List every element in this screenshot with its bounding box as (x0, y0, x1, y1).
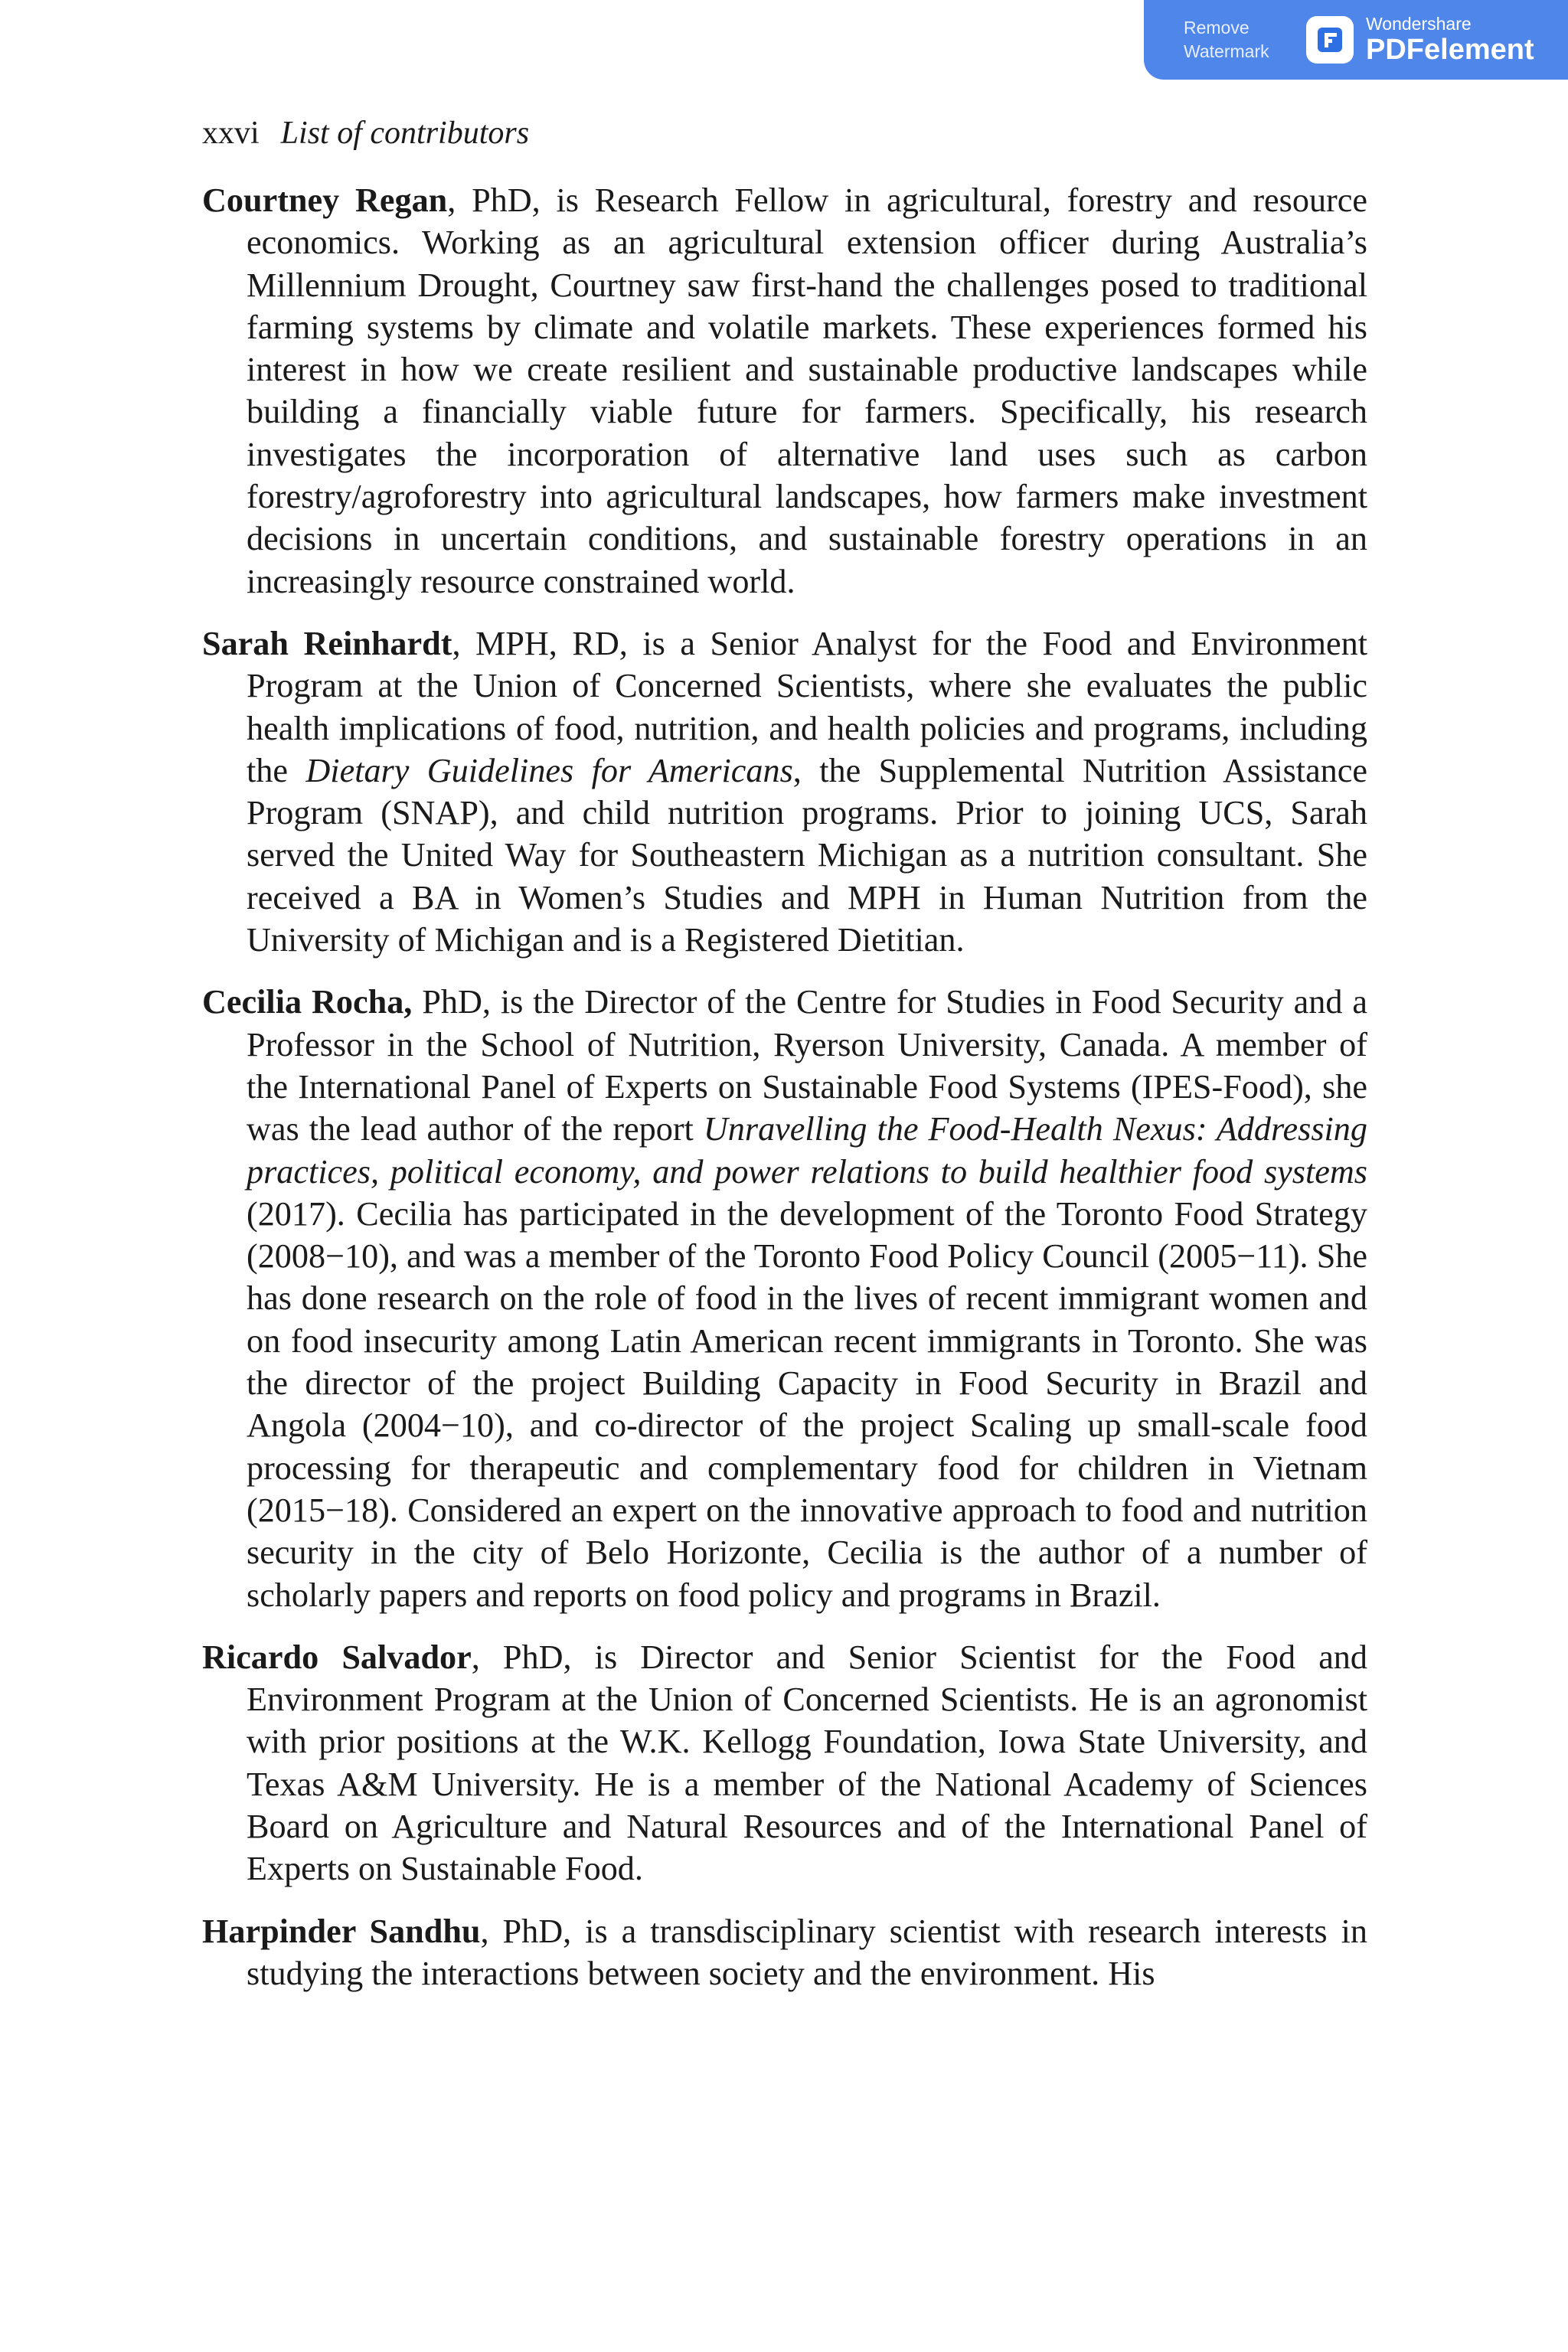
contributor-entry (202, 1636, 1367, 1890)
contributor-bio-continued: , the Supplemental Nutrition Assistance Program (SNAP), and child nutrition programs. Prior to joining UCS, Sarah served the United Way for Southeastern Michigan as a nutrition consultant. She received a BA in Women’s Studies and MPH in Human Nutrition from the University of Michigan and is a Registered Dietitian. (247, 751, 1367, 959)
remove-label-line2: Watermark (1184, 41, 1269, 61)
remove-watermark-label[interactable] (1184, 16, 1298, 64)
contributor-bio-continued: (2017). Cecilia has participated in the development of the Toronto Food Strategy (2008−10), and was a member of the Toronto Food Policy Council (2005−11). She has done research on the role of food in the lives of recent immigrant women and on food insecurity among Latin American recent immigrants in Toronto. She was the director of the project Building Capacity in Food Security in Brazil and Angola (2004−10), and co-director of the project Scaling up small-scale food processing for therapeutic and complementary food for children in Vietnam (2015−18). Considered an expert on the innovative approach to food and nutrition security in the city of Belo Horizonte, Cecilia is the author of a number of scholarly papers and reports on food policy and programs in Brazil. (247, 1194, 1367, 1614)
remove-watermark-banner[interactable] (1144, 0, 1568, 80)
contributor-bio: , PhD, is Research Fellow in agricultural, forestry and resource economics. Working as an agricultural extension officer during Australia’s Millennium Drought, Courtney saw first-hand the challenges posed to traditional farming systems by climate and volatile markets. These experiences formed his interest in how we create resilient and sustainable productive landscapes while building a financially viable future for farmers. Specifically, his research investigates the incorporation of alternative land uses such as carbon forestry/agroforestry into agricultural landscapes, how farmers make investment decisions in uncertain conditions, and sustainable forestry operations in an increasingly resource constrained world. (247, 181, 1367, 600)
publication-title: Unravelling the Food-Health Nexus: Addressing practices, political economy, and power relations to build healthier food systems (247, 1110, 1367, 1191)
running-header (202, 112, 529, 155)
contributor-name: Courtney Regan (202, 181, 448, 219)
pdfelement-logo-glyph (1315, 24, 1345, 55)
contributor-entry (202, 622, 1367, 961)
brand-name (1366, 14, 1534, 66)
pdfelement-logo-icon (1306, 16, 1354, 64)
contributor-entry (202, 179, 1367, 603)
contributor-name: Cecilia Rocha, (202, 983, 413, 1021)
contributor-name: Harpinder Sandhu (202, 1912, 481, 1950)
brand-vendor: Wondershare (1366, 14, 1472, 34)
contributor-bio: , MPH, RD, is a Senior Analyst for the Food and Environment Program at the Union of Concerned Scientists, where she evaluates the public health implications of food, nutrition, and health policies and programs, including the (247, 624, 1367, 789)
contributor-bio: , PhD, is Director and Senior Scientist for the Food and Environment Program at the Union of Concerned Scientists. He is an agronomist with prior positions at the W.K. Kellogg Foundation, Iowa State University, and Texas A&M University. He is a member of the National Academy of Sciences Board on Agriculture and Natural Resources and of the International Panel of Experts on Sustainable Food. (247, 1638, 1367, 1888)
contributor-bio: PhD, is the Director of the Centre for Studies in Food Security and a Professor in the School of Nutrition, Ryerson University, Canada. A member of the International Panel of Experts on Sustainable Food Systems (IPES-Food), she was the lead author of the report (247, 983, 1367, 1148)
contributor-bio: , PhD, is a transdisciplinary scientist with research interests in studying the interactions between society and the environment. His (247, 1912, 1367, 1992)
contributor-name: Sarah Reinhardt (202, 624, 452, 662)
contributor-name: Ricardo Salvador (202, 1638, 472, 1676)
publication-title: Dietary Guidelines for Americans (305, 751, 793, 789)
brand-product: PDFelement (1366, 34, 1534, 66)
contributor-entry (202, 981, 1367, 1615)
contributor-entry (202, 1910, 1367, 1995)
section-title: List of contributors (280, 116, 530, 151)
contributors-list (202, 179, 1367, 2014)
remove-label-line1: Remove (1184, 18, 1250, 38)
page-number: xxvi (202, 116, 260, 151)
